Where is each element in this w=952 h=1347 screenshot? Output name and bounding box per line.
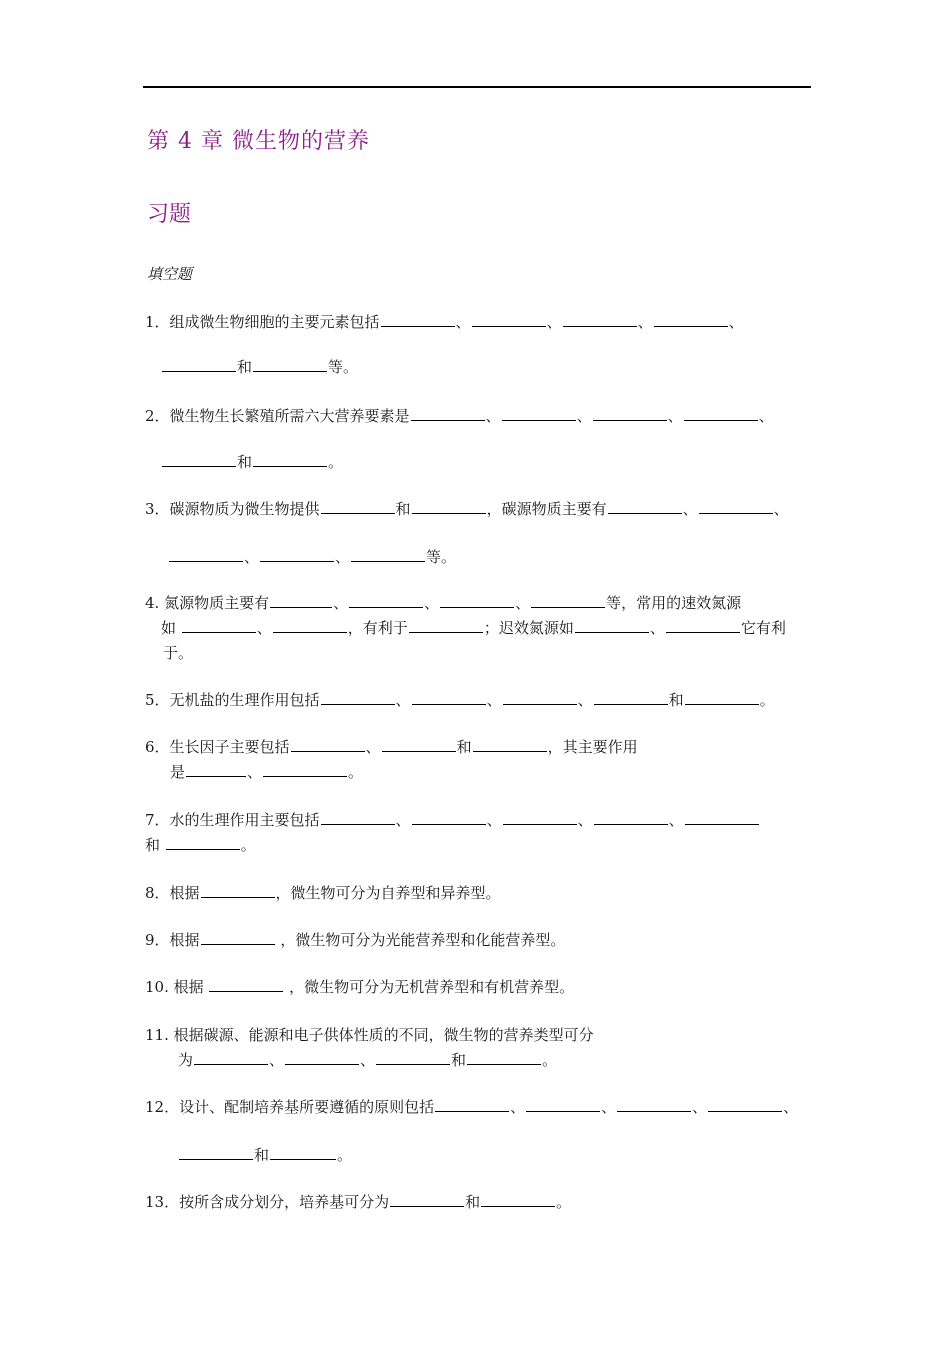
question-11-cont: 为 、 、 和 。 (178, 1051, 558, 1069)
blank[interactable] (209, 977, 283, 992)
subsection-title: 填空题 (147, 265, 193, 283)
blank[interactable] (179, 1145, 253, 1160)
question-3-cont: 、 、 等。 (168, 547, 456, 567)
blank[interactable] (182, 618, 256, 633)
question-11: 11. 根据碳源、能源和电子供体性质的不同，微生物的营养类型可分 (145, 1026, 594, 1044)
blank[interactable] (169, 547, 243, 562)
blank[interactable] (472, 312, 546, 327)
blank[interactable] (594, 810, 668, 825)
blank[interactable] (473, 737, 547, 752)
blank[interactable] (481, 1192, 555, 1207)
question-3: 3．碳源物质为微生物提供 和 ，碳源物质主要有 、 、 (145, 500, 789, 518)
blank[interactable] (699, 499, 773, 514)
blank[interactable] (440, 593, 514, 608)
blank[interactable] (412, 690, 486, 705)
blank[interactable] (260, 547, 334, 562)
blank[interactable] (270, 1145, 336, 1160)
question-4: 4. 氮源物质主要有 、 、 、 等，常用的速效氮源 (145, 594, 742, 612)
blank[interactable] (201, 930, 275, 945)
blank[interactable] (563, 312, 637, 327)
blank[interactable] (617, 1097, 691, 1112)
question-5: 5．无机盐的生理作用包括 、 、 、 和 。 (145, 691, 775, 709)
blank[interactable] (593, 406, 667, 421)
question-6-cont: 是 、 。 (170, 763, 364, 781)
blank[interactable] (503, 690, 577, 705)
question-7: 7．水的生理作用主要包括 、 、 、 、 (145, 810, 760, 830)
blank[interactable] (594, 690, 668, 705)
blank[interactable] (263, 762, 347, 777)
question-13: 13．按所含成分划分，培养基可分为 和 。 (145, 1193, 572, 1211)
header-rule (143, 86, 811, 88)
blank[interactable] (382, 737, 456, 752)
question-6: 6．生长因子主要包括 、 和 ，其主要作用 (145, 738, 638, 756)
blank[interactable] (685, 690, 759, 705)
blank[interactable] (503, 810, 577, 825)
blank[interactable] (381, 312, 455, 327)
blank[interactable] (166, 835, 240, 850)
blank[interactable] (273, 618, 347, 633)
blank[interactable] (467, 1050, 541, 1065)
question-2-cont: 和 。 (161, 452, 343, 472)
blank[interactable] (685, 810, 759, 825)
blank[interactable] (194, 1050, 268, 1065)
question-1-cont: 和 等。 (161, 357, 358, 377)
section-title: 习题 (147, 202, 192, 227)
blank[interactable] (411, 406, 485, 421)
blank[interactable] (321, 499, 395, 514)
question-7-cont: 和 。 (145, 836, 256, 854)
blank[interactable] (435, 1097, 509, 1112)
question-4-cont: 如 、 ，有利于 ；迟效氮源如 、 它有利 (161, 619, 786, 637)
blank[interactable] (666, 618, 740, 633)
blank[interactable] (253, 452, 327, 467)
chapter-title: 第 4 章 微生物的营养 (147, 129, 370, 154)
blank[interactable] (409, 618, 483, 633)
blank[interactable] (575, 618, 649, 633)
blank[interactable] (162, 452, 236, 467)
question-2: 2．微生物生长繁殖所需六大营养要素是 、 、 、 、 (145, 407, 774, 425)
blank[interactable] (708, 1097, 782, 1112)
blank[interactable] (608, 499, 682, 514)
blank[interactable] (291, 737, 365, 752)
blank[interactable] (376, 1050, 450, 1065)
blank[interactable] (654, 312, 728, 327)
blank[interactable] (531, 593, 605, 608)
question-12-cont: 和 。 (178, 1145, 352, 1165)
question-8: 8．根据 ，微生物可分为自养型和异养型。 (145, 884, 501, 902)
blank[interactable] (201, 883, 275, 898)
question-4-cont2: 于。 (163, 644, 194, 662)
blank[interactable] (349, 593, 423, 608)
blank[interactable] (270, 593, 332, 608)
question-1: 1．组成微生物细胞的主要元素包括 、 、 、 、 (145, 313, 744, 331)
blank[interactable] (351, 547, 425, 562)
blank[interactable] (321, 810, 395, 825)
blank[interactable] (526, 1097, 600, 1112)
blank[interactable] (162, 357, 236, 372)
blank[interactable] (684, 406, 758, 421)
blank[interactable] (321, 690, 395, 705)
blank[interactable] (390, 1192, 464, 1207)
blank[interactable] (412, 499, 486, 514)
blank[interactable] (253, 357, 327, 372)
blank[interactable] (186, 762, 246, 777)
question-10: 10. 根据 ，微生物可分为无机营养型和有机营养型。 (145, 978, 575, 996)
question-9: 9．根据 ，微生物可分为光能营养型和化能营养型。 (145, 931, 566, 949)
blank[interactable] (285, 1050, 359, 1065)
blank[interactable] (502, 406, 576, 421)
question-12: 12．设计、配制培养基所要遵循的原则包括 、 、 、 、 (145, 1098, 799, 1116)
blank[interactable] (412, 810, 486, 825)
